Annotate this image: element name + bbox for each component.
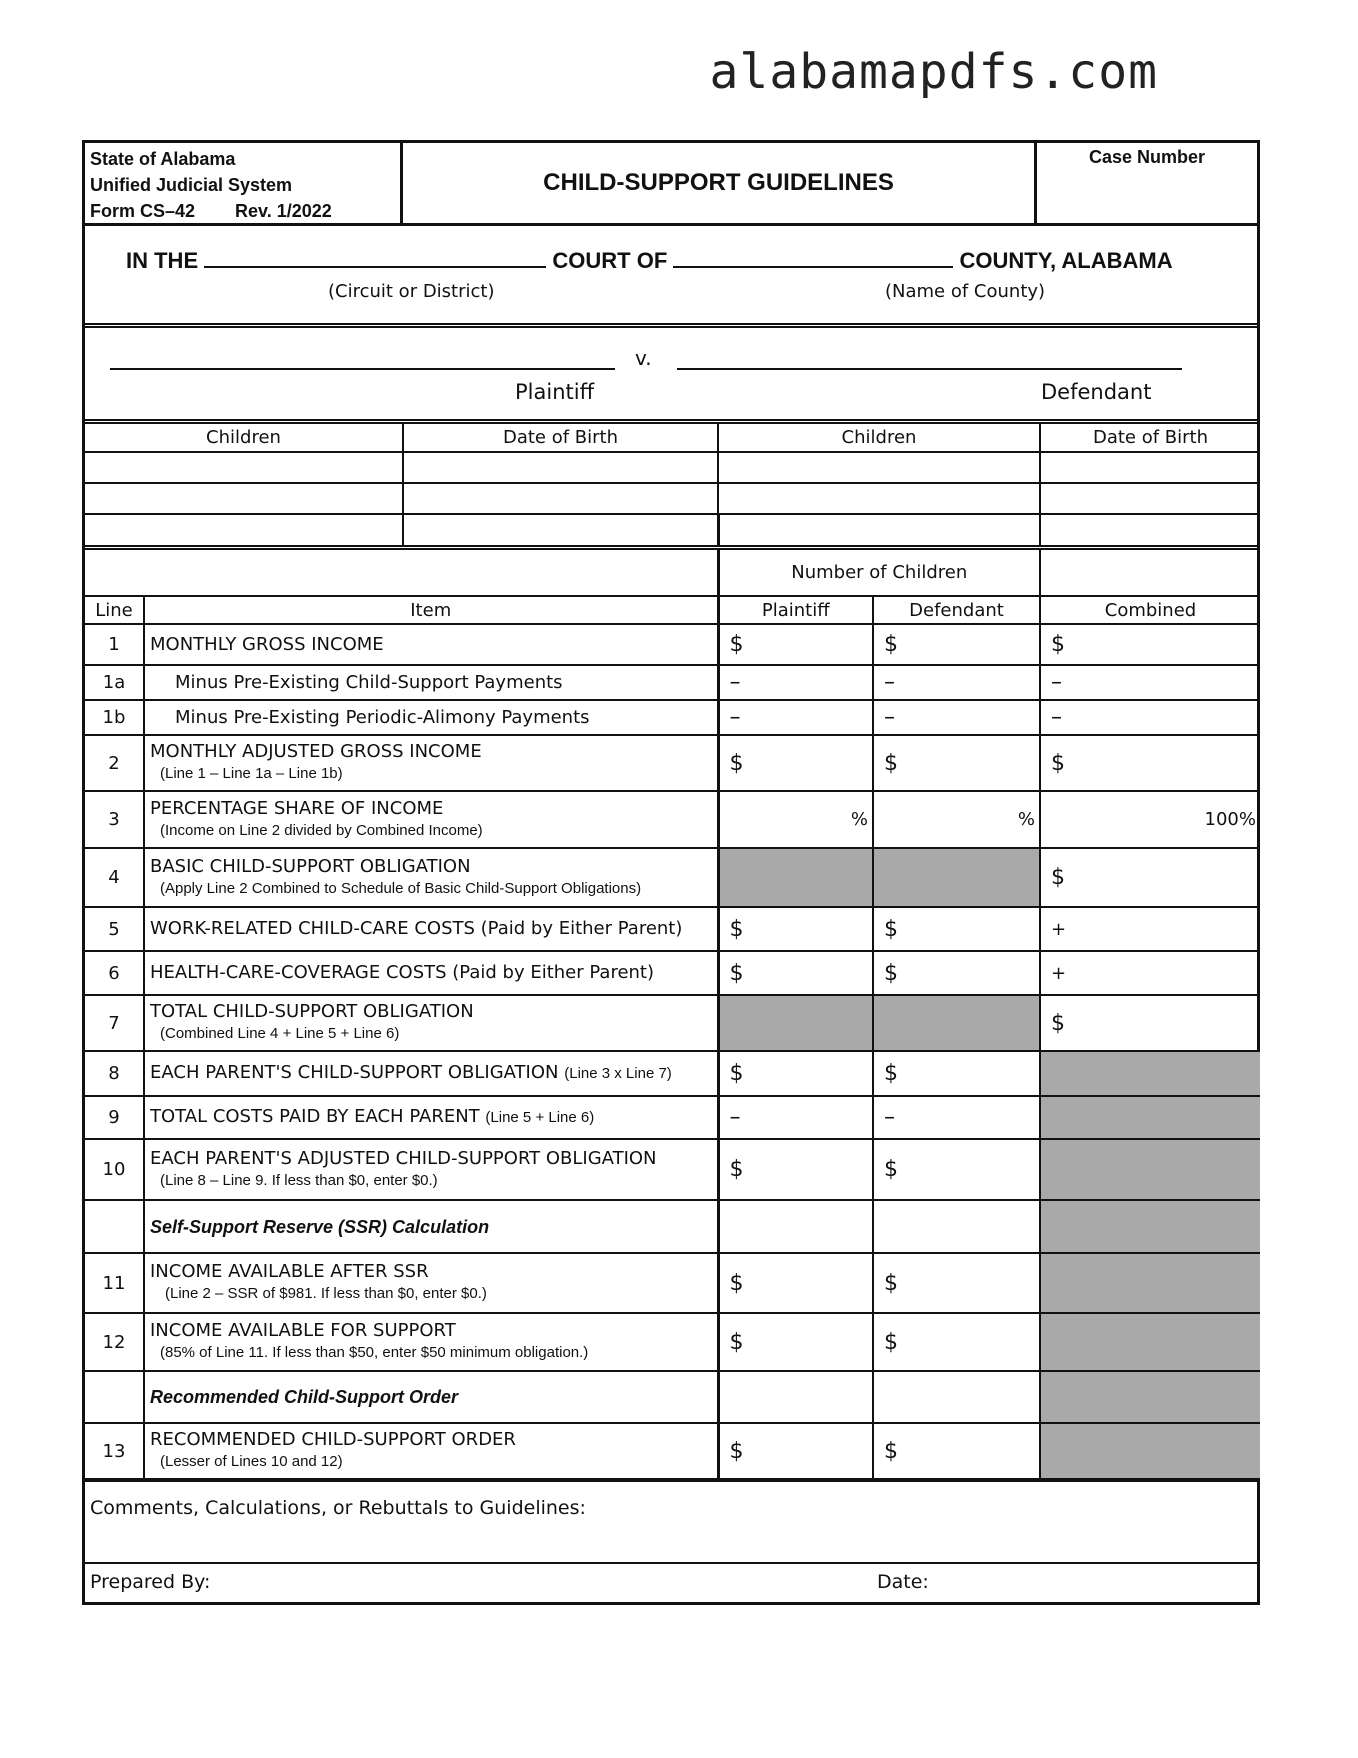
child-name-cell[interactable] [718,514,1040,545]
defendant-label: Defendant [1041,380,1152,404]
shaded-cell [1040,1051,1260,1096]
court-of-label: COURT OF [552,248,668,273]
court-type-input[interactable] [204,246,546,268]
shaded-cell [873,995,1040,1051]
item-label: TOTAL CHILD-SUPPORT OBLIGATION [150,1001,474,1022]
line-number: 3 [85,791,144,848]
table-row [85,995,1260,1051]
defendant-cell[interactable]: % [873,791,1040,848]
item-column-header: Item [144,596,718,624]
number-of-children-label: Number of Children [718,550,1040,596]
item-inline-note: (Line 5 + Line 6) [485,1109,595,1126]
children-header-1: Children [85,424,403,452]
defendant-cell[interactable]: $ [873,951,1040,995]
form-title: CHILD-SUPPORT GUIDELINES [403,143,1037,223]
versus-label: v. [635,346,652,370]
defendant-cell[interactable]: $ [873,624,1040,665]
plaintiff-cell [718,1200,873,1253]
calculation-table [85,550,1260,1480]
plaintiff-cell [718,1371,873,1423]
defendant-cell[interactable]: $ [873,1313,1040,1371]
item-sublabel: (85% of Line 11. If less than $50, enter $50 minimum obligation.) [160,1344,589,1361]
combined-cell[interactable]: – [1040,665,1260,700]
table-row [85,1200,1260,1253]
item-label: INCOME AVAILABLE AFTER SSR [150,1261,429,1282]
parties-section [85,328,1257,424]
item-label: TOTAL COSTS PAID BY EACH PARENT [150,1106,480,1127]
combined-cell[interactable]: 100% [1040,791,1260,848]
item-sublabel: (Income on Line 2 divided by Combined Income) [160,821,483,839]
plaintiff-cell[interactable]: $ [718,1139,873,1200]
line-number: 6 [85,951,144,995]
plaintiff-cell[interactable]: $ [718,1253,873,1313]
circuit-hint: (Circuit or District) [328,281,495,302]
in-the-label: IN THE [126,248,199,273]
line-number: 1 [85,624,144,665]
plaintiff-cell[interactable]: $ [718,1313,873,1371]
child-name-cell[interactable] [85,452,403,483]
combined-cell[interactable]: $ [1040,624,1260,665]
table-row [85,1423,1260,1479]
child-name-cell[interactable] [718,483,1040,514]
defendant-cell[interactable]: $ [873,735,1040,791]
combined-cell[interactable]: + [1040,907,1260,951]
defendant-cell[interactable]: $ [873,1423,1040,1479]
item-label: WORK-RELATED CHILD-CARE COSTS (Paid by Either Parent) [144,907,718,951]
form-number: Form CS–42 [90,201,196,221]
combined-cell[interactable]: $ [1040,735,1260,791]
defendant-cell[interactable]: $ [873,1051,1040,1096]
plaintiff-column-header: Plaintiff [718,596,873,624]
comments-field[interactable] [85,1480,1257,1562]
shaded-cell [718,848,873,907]
line-column-header: Line [85,596,144,624]
defendant-column-header: Defendant [873,596,1040,624]
defendant-name-input[interactable] [677,348,1182,370]
defendant-cell[interactable]: – [873,1096,1040,1139]
table-row [85,1139,1260,1200]
item-label: RECOMMENDED CHILD-SUPPORT ORDER [150,1429,516,1450]
shaded-cell [1040,1253,1260,1313]
plaintiff-name-input[interactable] [110,348,615,370]
item-sublabel: (Apply Line 2 Combined to Schedule of Basic Child-Support Obligations) [160,879,642,897]
child-name-cell[interactable] [718,452,1040,483]
form-id-block [85,143,403,223]
shaded-cell [718,995,873,1051]
county-name-input[interactable] [673,246,953,268]
number-of-children-input[interactable] [1040,550,1260,596]
form-header [85,143,1257,226]
table-row [85,1313,1260,1371]
shaded-cell [873,848,1040,907]
item-label: EACH PARENT'S ADJUSTED CHILD-SUPPORT OBLIGATION [150,1147,657,1169]
plaintiff-cell[interactable]: – [718,665,873,700]
table-row [85,514,1260,545]
item-label: Minus Pre-Existing Child-Support Payments [144,665,718,700]
item-label: Minus Pre-Existing Periodic-Alimony Payments [144,700,718,735]
county-alabama-label: COUNTY, ALABAMA [959,248,1173,273]
line-number: 1a [85,665,144,700]
plaintiff-cell[interactable]: % [718,791,873,848]
shaded-cell [1040,1371,1260,1423]
court-section [85,226,1257,328]
defendant-cell[interactable]: $ [873,907,1040,951]
table-row [85,951,1260,995]
shaded-cell [1040,1423,1260,1479]
line-number: 1b [85,700,144,735]
table-row [85,848,1260,907]
plaintiff-cell[interactable]: – [718,1096,873,1139]
children-section [85,424,1257,550]
table-row [85,665,1260,700]
line-number [85,1200,144,1253]
item-sublabel: (Line 8 – Line 9. If less than $0, enter $0.) [160,1171,438,1189]
child-dob-cell[interactable] [403,483,718,514]
defendant-cell[interactable]: – [873,700,1040,735]
child-dob-cell[interactable] [1040,483,1260,514]
prepared-by-label: Prepared By: [90,1571,211,1593]
watermark-text: alabamapdfs.com [709,44,1158,100]
line-number: 7 [85,995,144,1051]
child-dob-cell[interactable] [1040,514,1260,545]
table-row [85,700,1260,735]
item-label: EACH PARENT'S CHILD-SUPPORT OBLIGATION [150,1062,559,1083]
table-row [85,735,1260,791]
table-row [85,1253,1260,1313]
item-label: INCOME AVAILABLE FOR SUPPORT [150,1320,456,1341]
defendant-cell[interactable]: $ [873,1139,1040,1200]
table-row [85,791,1260,848]
plaintiff-label: Plaintiff [515,380,595,404]
child-name-cell[interactable] [85,514,403,545]
date-label: Date: [877,1571,929,1593]
line-number [85,1371,144,1423]
children-header-2: Children [718,424,1040,452]
table-row [85,1051,1260,1096]
table-row [85,1371,1260,1423]
shaded-cell [1040,1200,1260,1253]
line-number: 11 [85,1253,144,1313]
section-heading-ssr: Self-Support Reserve (SSR) Calculation [144,1200,718,1253]
dob-header-1: Date of Birth [403,424,718,452]
line-number: 8 [85,1051,144,1096]
item-label: MONTHLY GROSS INCOME [144,624,718,665]
item-label: PERCENTAGE SHARE OF INCOME [150,797,444,819]
table-row [85,483,1260,514]
combined-cell[interactable]: $ [1040,848,1260,907]
item-sublabel: (Lesser of Lines 10 and 12) [160,1453,343,1470]
plaintiff-cell[interactable]: – [718,700,873,735]
state-label: State of Alabama [90,149,236,169]
defendant-cell[interactable]: – [873,665,1040,700]
line-number: 2 [85,735,144,791]
combined-cell[interactable]: + [1040,951,1260,995]
plaintiff-cell[interactable]: $ [718,735,873,791]
child-support-form [82,140,1260,1605]
child-dob-cell[interactable] [403,452,718,483]
line-number: 5 [85,907,144,951]
item-sublabel: (Line 2 – SSR of $981. If less than $0, enter $0.) [165,1285,487,1302]
combined-cell[interactable]: $ [1040,995,1260,1051]
section-heading-recommended: Recommended Child-Support Order [144,1371,718,1423]
child-name-cell[interactable] [85,483,403,514]
item-label: HEALTH-CARE-COVERAGE COSTS (Paid by Either Parent) [144,951,718,995]
defendant-cell [873,1371,1040,1423]
plaintiff-cell[interactable]: $ [718,624,873,665]
combined-cell[interactable]: – [1040,700,1260,735]
table-row [85,1096,1260,1139]
plaintiff-cell[interactable]: $ [718,951,873,995]
line-number: 4 [85,848,144,907]
item-inline-note: (Line 3 x Line 7) [564,1065,672,1082]
table-row [85,452,1260,483]
combined-column-header: Combined [1040,596,1260,624]
system-label: Unified Judicial System [90,175,293,195]
line-number: 10 [85,1139,144,1200]
plaintiff-cell[interactable]: $ [718,907,873,951]
item-sublabel: (Line 1 – Line 1a – Line 1b) [160,765,343,782]
child-dob-cell[interactable] [1040,452,1260,483]
shaded-cell [1040,1139,1260,1200]
plaintiff-cell[interactable]: $ [718,1423,873,1479]
plaintiff-cell[interactable]: $ [718,1051,873,1096]
revision-label: Rev. 1/2022 [235,201,332,221]
table-row [85,624,1260,665]
case-number-field[interactable] [1037,143,1257,223]
shaded-cell [1040,1313,1260,1371]
case-number-label: Case Number [1088,147,1206,167]
prepared-by-row [85,1562,1257,1602]
comments-label: Comments, Calculations, or Rebuttals to Guidelines: [90,1497,586,1519]
item-sublabel: (Combined Line 4 + Line 5 + Line 6) [160,1025,400,1042]
table-row [85,907,1260,951]
line-number: 9 [85,1096,144,1139]
line-number: 12 [85,1313,144,1371]
shaded-cell [1040,1096,1260,1139]
county-hint: (Name of County) [885,281,1046,302]
defendant-cell [873,1200,1040,1253]
child-dob-cell[interactable] [403,514,718,545]
item-label: BASIC CHILD-SUPPORT OBLIGATION [150,855,471,877]
line-number: 13 [85,1423,144,1479]
children-table [85,424,1260,545]
item-label: MONTHLY ADJUSTED GROSS INCOME [150,741,482,762]
dob-header-2: Date of Birth [1040,424,1260,452]
defendant-cell[interactable]: $ [873,1253,1040,1313]
